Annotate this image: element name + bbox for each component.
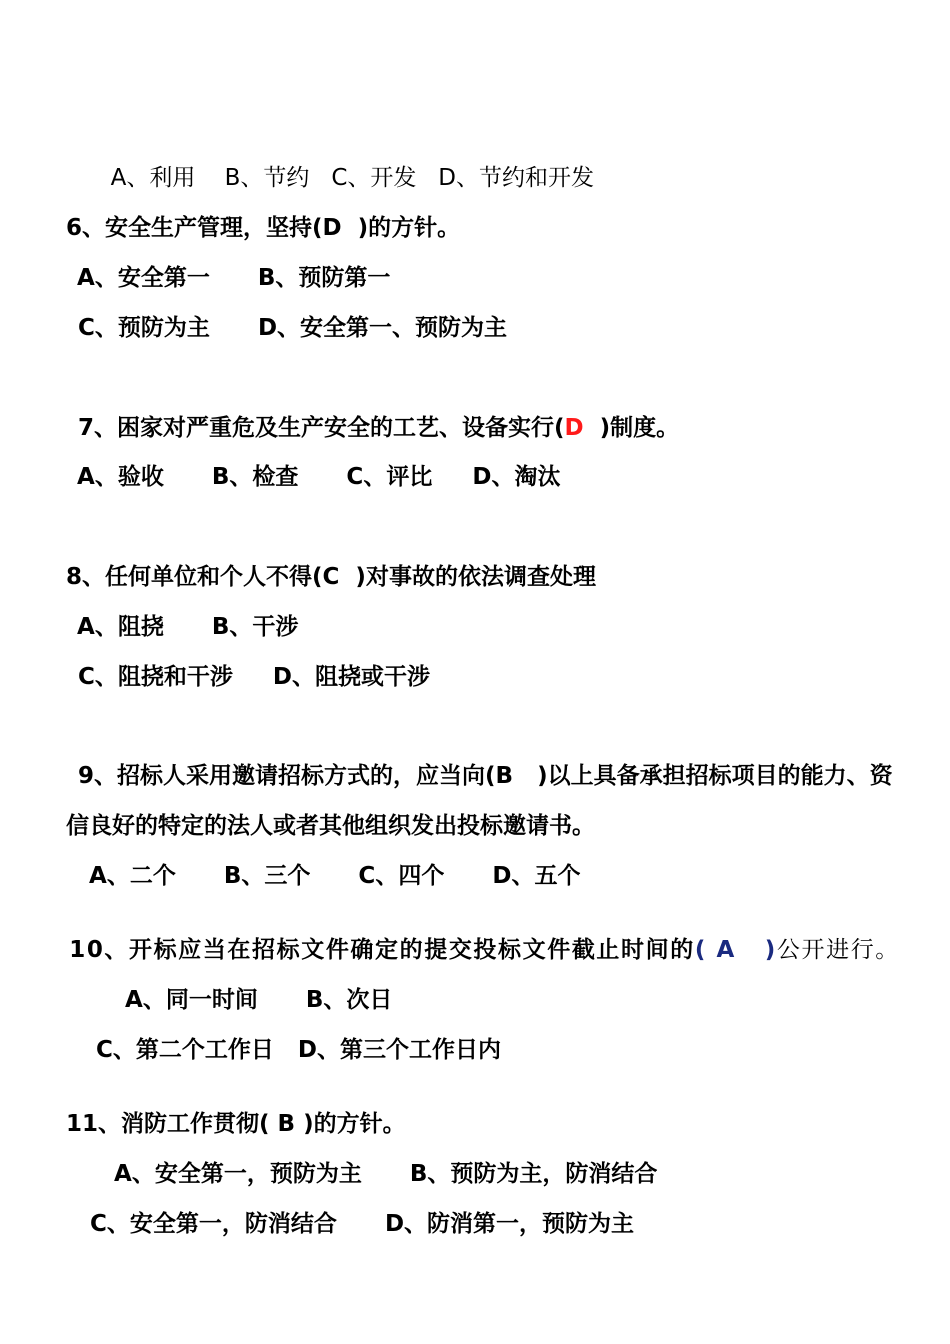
q6-stem-post: )的方针。: [341, 215, 461, 241]
q9-stem-pre: 9、招标人采用邀请招标方式的，应当向(: [78, 763, 496, 789]
q8-options-row2-text: C、阻挠和干涉 D、阻挠或干涉: [78, 664, 431, 690]
q10-stem: [50, 908, 900, 964]
q8-options-row1-text: A、阻挠 B、干涉: [77, 614, 299, 640]
q10-options-row1-text: A、同一时间 B、次日: [125, 987, 393, 1013]
q11-options-row2-text: C、安全第一，防消结合 D、防消第一，预防为主: [90, 1211, 635, 1237]
q11-options-row2: [74, 1182, 634, 1238]
q6-options-row1: [61, 236, 390, 292]
q7-options: [61, 435, 560, 491]
q9-stem-line2: [50, 784, 595, 840]
q11-stem: [50, 1082, 406, 1138]
q11-options-row1-text: A、安全第一，预防为主 B、预防为主，防消结合: [114, 1161, 658, 1187]
q6-options-row2-text: C、预防为主 D、安全第一、预防为主: [78, 315, 508, 341]
q8-options-row2: [62, 635, 430, 691]
q7-answer: D: [564, 415, 584, 441]
q10-answer: ( A ): [694, 937, 777, 963]
q10-options-row2: [80, 1008, 501, 1064]
q6-stem: [50, 186, 460, 242]
q11-options-row1: [98, 1132, 657, 1188]
q6-options-row1-text: A、安全第一 B、预防第一: [77, 265, 391, 291]
q6-answer: D: [322, 215, 342, 241]
q11-stem-pre: 11、消防工作贯彻(: [66, 1111, 270, 1137]
q8-options-row1: [61, 585, 298, 641]
q8-stem-pre: 8、任何单位和个人不得(: [66, 564, 323, 590]
q9-answer: B: [495, 763, 514, 789]
q5-options: [96, 136, 594, 192]
q8-stem: [50, 535, 596, 591]
q6-options-row2: [62, 286, 507, 342]
q11-answer: B: [269, 1111, 304, 1137]
q9-options-text: A、二个 B、三个 C、四个 D、五个: [89, 863, 581, 889]
q7-stem-post: )制度。: [583, 415, 680, 441]
q8-answer: C: [322, 564, 340, 590]
q9-options: [73, 834, 580, 890]
q10-stem-pre: 10、开标应当在招标文件确定的提交投标文件截止时间的: [69, 937, 695, 963]
q10-options-row2-text: C、第二个工作日 D、第三个工作日内: [96, 1037, 502, 1063]
q7-stem: [62, 386, 679, 442]
q8-stem-post: )对事故的依法调查处理: [339, 564, 596, 590]
q11-stem-post: )的方针。: [303, 1111, 406, 1137]
q10-stem-post: 公开进行。: [776, 937, 900, 963]
q7-options-text: A、验收 B、检查 C、评比 D、淘汰: [77, 464, 561, 490]
q9-stem-post: )以上具备承担招标项目的能力、资: [513, 763, 893, 789]
q10-options-row1: [109, 958, 392, 1014]
q5-options-text: A、利用 B、节约 C、开发 D、节约和开发: [110, 165, 595, 191]
q6-stem-pre: 6、安全生产管理，坚持(: [66, 215, 323, 241]
q7-stem-pre: 7、困家对严重危及生产安全的工艺、设备实行(: [78, 415, 565, 441]
q9-stem: [62, 734, 893, 790]
q9-stem-line2-text: 信良好的特定的法人或者其他组织发出投标邀请书。: [66, 813, 596, 839]
